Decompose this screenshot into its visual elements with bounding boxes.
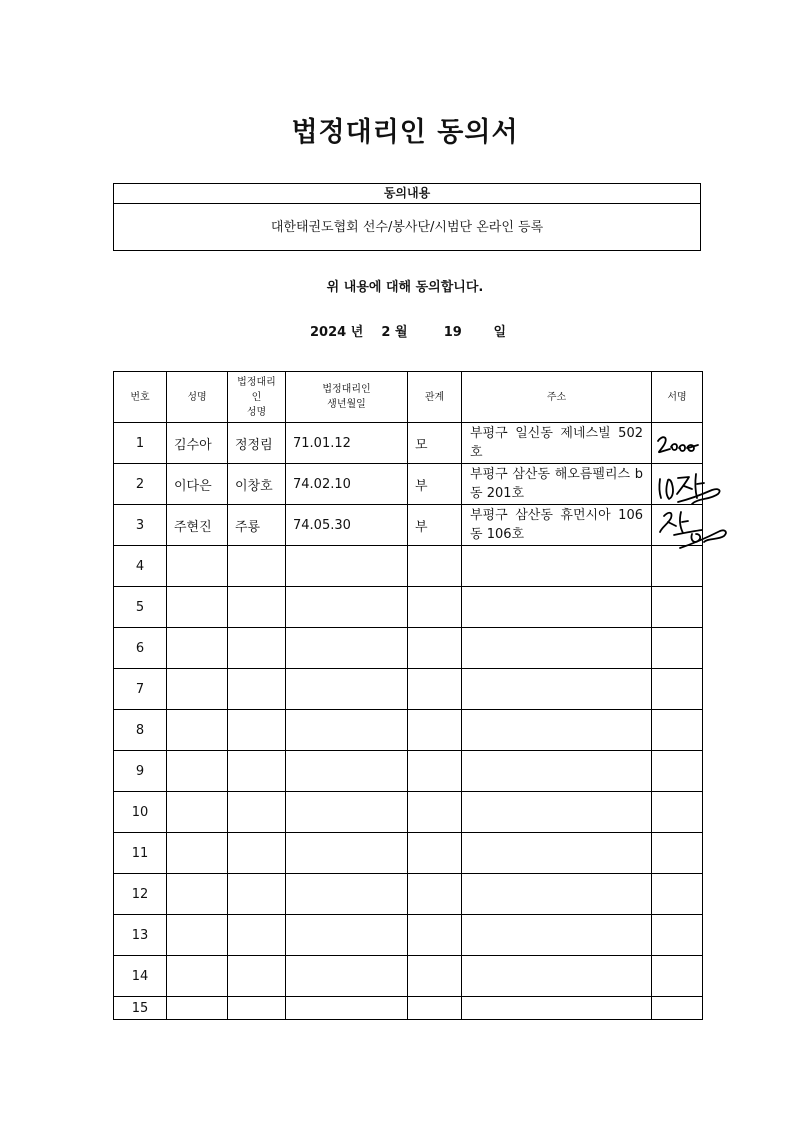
row-address	[462, 833, 652, 874]
row-signature	[652, 792, 703, 833]
row-signature	[652, 997, 703, 1020]
row-number: 13	[114, 915, 167, 956]
row-address	[462, 792, 652, 833]
row-name	[167, 915, 228, 956]
signature-3-stroke	[682, 521, 688, 522]
guardian-table	[113, 371, 703, 1020]
row-address	[462, 874, 652, 915]
row-relation	[408, 669, 462, 710]
row-relation	[408, 546, 462, 587]
table-row	[114, 464, 703, 505]
consent-content-text: 대한태권도협회 선수/봉사단/시범단 온라인 등록	[270, 220, 544, 235]
row-signature	[652, 915, 703, 956]
row-relation	[408, 710, 462, 751]
table-row	[114, 833, 703, 874]
row-guardian-birth	[286, 546, 408, 587]
row-relation	[408, 874, 462, 915]
row-guardian-name	[228, 710, 286, 751]
header-name: 성명	[167, 372, 228, 423]
row-relation	[408, 587, 462, 628]
row-address	[462, 628, 652, 669]
row-address	[462, 956, 652, 997]
row-address	[462, 669, 652, 710]
row-relation	[408, 792, 462, 833]
row-relation	[408, 751, 462, 792]
row-name	[167, 628, 228, 669]
row-signature	[652, 669, 703, 710]
row-number: 1	[114, 423, 167, 464]
row-guardian-name	[228, 956, 286, 997]
row-address	[462, 546, 652, 587]
header-guardian-name-line1: 법정대리	[237, 376, 276, 388]
table-row	[114, 423, 703, 464]
table-row	[114, 915, 703, 956]
row-number: 10	[114, 792, 167, 833]
agreement-statement: 위 내용에 대해 동의합니다.	[326, 280, 484, 295]
handwritten-signatures	[648, 428, 738, 558]
row-address	[462, 997, 652, 1020]
row-number: 3	[114, 505, 167, 546]
row-guardian-name	[228, 628, 286, 669]
row-guardian-birth: 74.02.10	[286, 464, 408, 505]
table-row	[114, 792, 703, 833]
signature-1-stroke	[687, 445, 698, 451]
row-signature	[652, 710, 703, 751]
row-signature	[652, 628, 703, 669]
row-number: 6	[114, 628, 167, 669]
row-guardian-birth	[286, 874, 408, 915]
row-guardian-name	[228, 833, 286, 874]
header-guardian-birth-line2: 생년월일	[327, 399, 366, 410]
date-year-unit: 년	[350, 325, 364, 340]
row-address: 부평구 삼산동 휴먼시아 106동 106호	[462, 505, 652, 546]
row-guardian-birth	[286, 710, 408, 751]
table-row	[114, 710, 703, 751]
row-guardian-name	[228, 792, 286, 833]
table-row	[114, 505, 703, 546]
signature-2-stroke	[659, 479, 661, 498]
row-relation: 부	[408, 464, 462, 505]
row-relation	[408, 915, 462, 956]
row-name	[167, 669, 228, 710]
signature-2-stroke	[677, 477, 689, 494]
row-guardian-birth	[286, 751, 408, 792]
row-relation: 부	[408, 505, 462, 546]
signature-1-stroke	[679, 445, 685, 451]
row-guardian-birth	[286, 915, 408, 956]
row-address: 부평구 일신동 제네스빌 502호	[462, 423, 652, 464]
row-name	[167, 587, 228, 628]
header-guardian-name	[228, 372, 286, 423]
row-number: 4	[114, 546, 167, 587]
consent-content-header: 동의내용	[114, 184, 700, 204]
signature-1-stroke	[671, 444, 677, 450]
header-address: 주소	[462, 372, 652, 423]
table-row	[114, 997, 703, 1020]
row-number: 15	[114, 997, 167, 1020]
row-relation: 모	[408, 423, 462, 464]
consent-content-box	[113, 183, 701, 251]
row-guardian-name: 주룡	[228, 505, 286, 546]
signature-1-stroke	[658, 437, 670, 452]
row-number: 12	[114, 874, 167, 915]
table-row	[114, 751, 703, 792]
row-name	[167, 874, 228, 915]
row-name	[167, 751, 228, 792]
row-address: 부평구 삼산동 해오름펠리스 b동 201호	[462, 464, 652, 505]
row-guardian-birth	[286, 669, 408, 710]
row-guardian-birth	[286, 833, 408, 874]
signature-2-stroke	[697, 483, 704, 484]
date-year: 2024	[310, 325, 347, 340]
signature-2-stroke	[666, 480, 673, 499]
row-number: 14	[114, 956, 167, 997]
row-guardian-name	[228, 915, 286, 956]
table-row	[114, 628, 703, 669]
row-guardian-name	[228, 751, 286, 792]
row-number: 11	[114, 833, 167, 874]
row-number: 8	[114, 710, 167, 751]
row-name	[167, 546, 228, 587]
row-relation	[408, 997, 462, 1020]
row-guardian-birth	[286, 587, 408, 628]
row-signature	[652, 587, 703, 628]
table-row	[114, 956, 703, 997]
row-guardian-name	[228, 997, 286, 1020]
row-name	[167, 997, 228, 1020]
table-row	[114, 669, 703, 710]
row-signature	[652, 956, 703, 997]
row-address	[462, 751, 652, 792]
table-row	[114, 874, 703, 915]
signature-2-stroke	[684, 486, 692, 489]
row-signature	[652, 874, 703, 915]
row-name	[167, 833, 228, 874]
row-guardian-birth	[286, 792, 408, 833]
row-guardian-birth	[286, 628, 408, 669]
row-address	[462, 915, 652, 956]
header-guardian-birth	[286, 372, 408, 423]
row-guardian-name	[228, 587, 286, 628]
row-name: 주현진	[167, 505, 228, 546]
row-name	[167, 956, 228, 997]
date-month: 2	[381, 325, 391, 340]
header-guardian-birth-line1: 법정대리인	[322, 384, 371, 395]
row-address	[462, 710, 652, 751]
row-name	[167, 710, 228, 751]
row-relation	[408, 833, 462, 874]
row-guardian-birth	[286, 956, 408, 997]
header-relation: 관계	[408, 372, 462, 423]
row-guardian-birth: 71.01.12	[286, 423, 408, 464]
row-signature	[652, 751, 703, 792]
row-name	[167, 792, 228, 833]
page-title: 법정대리인 동의서	[291, 117, 519, 148]
header-signature: 서명	[652, 372, 703, 423]
row-guardian-name	[228, 546, 286, 587]
header-guardian-name-line3: 성명	[246, 406, 267, 418]
row-number: 5	[114, 587, 167, 628]
row-guardian-birth	[286, 997, 408, 1020]
date-day: 19	[443, 325, 462, 340]
row-guardian-name	[228, 874, 286, 915]
row-relation	[408, 956, 462, 997]
row-guardian-name: 정정림	[228, 423, 286, 464]
row-number: 2	[114, 464, 167, 505]
row-address	[462, 587, 652, 628]
row-signature	[652, 833, 703, 874]
table-row	[114, 546, 703, 587]
row-number: 7	[114, 669, 167, 710]
row-name: 김수아	[167, 423, 228, 464]
header-guardian-name-line2: 인	[251, 391, 262, 403]
row-guardian-name: 이창호	[228, 464, 286, 505]
row-relation	[408, 628, 462, 669]
row-name: 이다은	[167, 464, 228, 505]
signature-2-stroke	[695, 474, 697, 498]
header-number: 번호	[114, 372, 167, 423]
date-day-unit: 일	[493, 325, 507, 340]
row-guardian-birth: 74.05.30	[286, 505, 408, 546]
consent-date	[310, 321, 506, 340]
row-guardian-name	[228, 669, 286, 710]
table-row	[114, 587, 703, 628]
row-number: 9	[114, 751, 167, 792]
signature-3-stroke	[668, 522, 676, 526]
date-month-unit: 월	[394, 325, 408, 340]
signature-2-stroke	[678, 489, 720, 504]
